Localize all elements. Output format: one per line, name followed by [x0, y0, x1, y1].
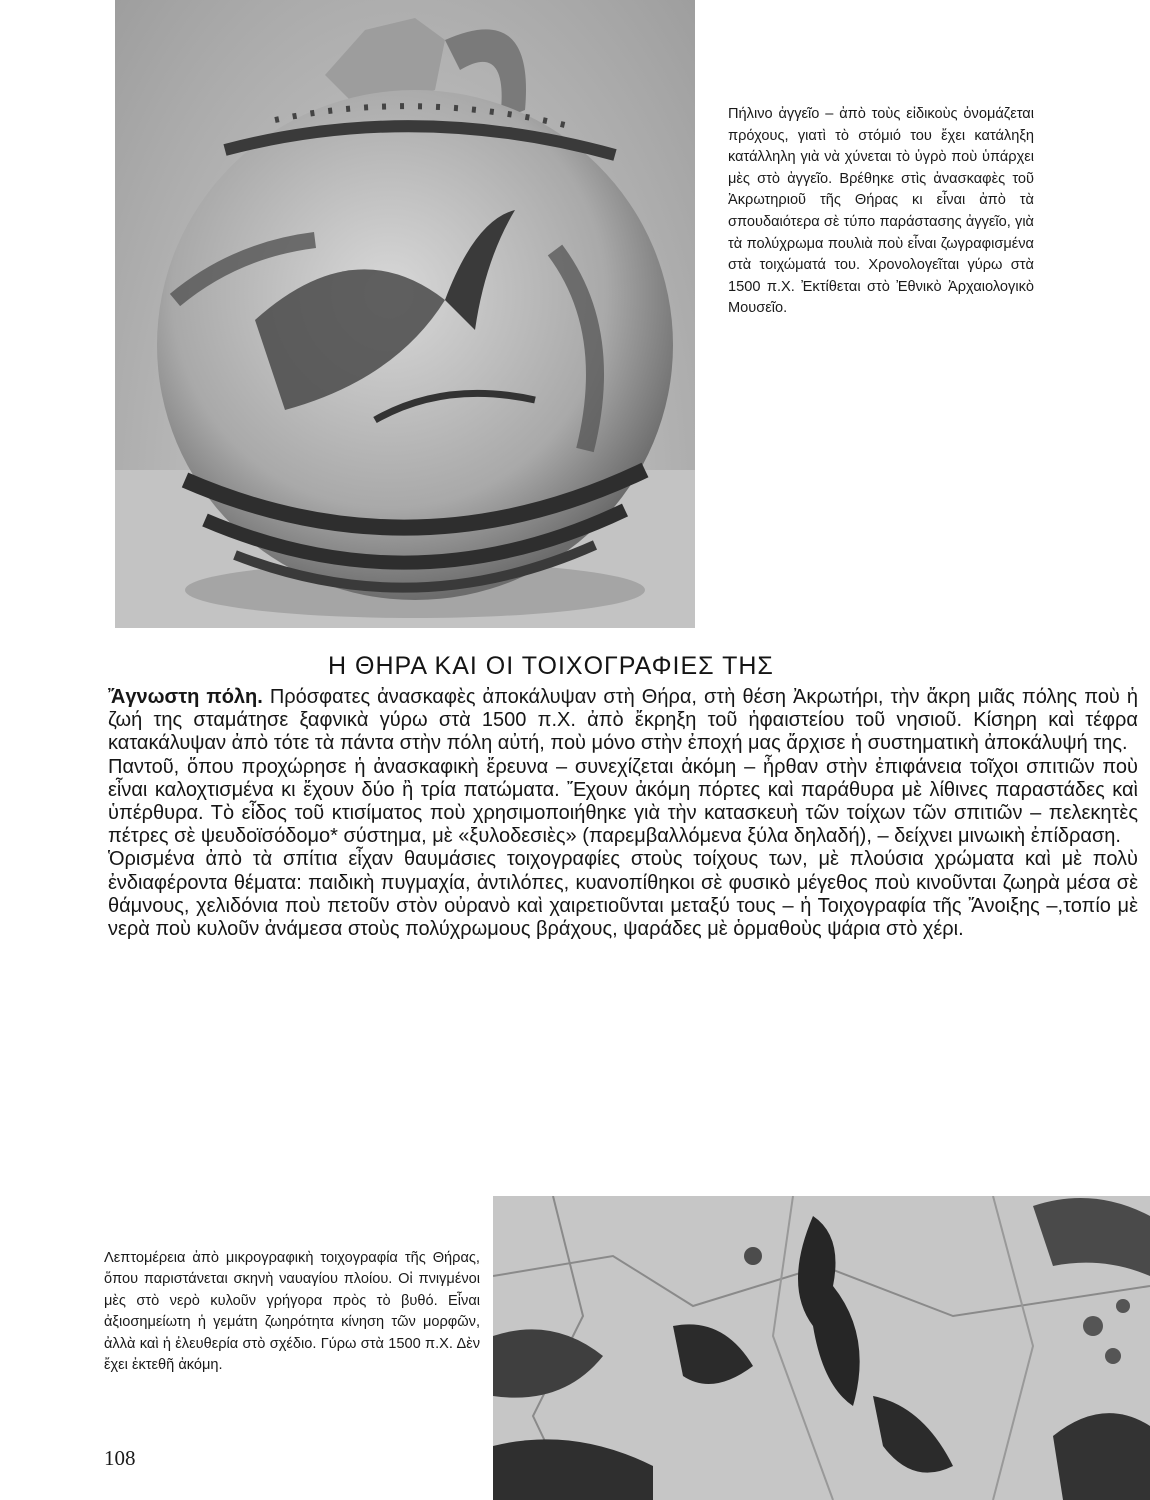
section-heading-text: Η ΘΗΡΑ ΚΑΙ ΟΙ ΤΟΙΧΟΓΡΑΦΙΕΣ ΤΗΣ — [328, 652, 774, 680]
fresco-photograph — [493, 1196, 1150, 1500]
paragraph-1-text: Πρόσφατες ἀνασκαφὲς ἀποκάλυψαν στὴ Θήρα, στὴ θέση Ἀκρωτήρι, τὴν ἄκρη μιᾶς πόλης ποὺ ἡ ζωή της σταμάτησε ξαφνικὰ γύρω στὰ 1500 π.Χ. ἀπὸ ἔκρηξη τοῦ ἡφαιστείου τοῦ νησιοῦ. Κίσηρη καὶ τέφρα κατακάλυψαν ἀπὸ τότε τὰ πάντα στὴν πόλη αὐτή, ποὺ μόνο στὴν ἐποχή μας ἄρχισε ἡ συστηματικὴ ἀποκάλυψή της. — [108, 686, 1138, 755]
jug-photograph — [115, 0, 695, 628]
paragraph-3: Ὁρισμένα ἀπὸ τὰ σπίτια εἶχαν θαυμάσιες τοιχογραφίες στοὺς τοίχους των, μὲ πλούσια χρώματα καὶ μὲ πολὺ ἐνδιαφέροντα θέματα: παιδικὴ πυγμαχία, ἀντιλόπες, κυανοπίθηκοι σὲ φυσικὸ μέγεθος ποὺ κινοῦνται ζωηρὰ μέσα σὲ θάμνους, χελιδόνια ποὺ πετοῦν στὸν οὐρανὸ καὶ χαιρετιοῦνται μεταξύ τους – ἡ Τοιχογραφία τῆς Ἄνοιξης –,τοπίο μὲ νερὰ ποὺ κυλοῦν ἀνάμεσα στοὺς πολύχρωμους βράχους, ψαράδες μὲ ὁρμαθοὺς ψάρια στὸ χέρι. — [108, 848, 1138, 941]
article-body — [108, 686, 1138, 941]
fresco-illustration — [493, 1196, 1150, 1500]
paragraph-2: Παντοῦ, ὅπου προχώρησε ἡ ἀνασκαφικὴ ἔρευνα – συνεχίζεται ἀκόμη – ἦρθαν στὴν ἐπιφάνεια τοῖχοι σπιτιῶν ποὺ εἶναι καλοχτισμένα κι ἔχουν δύο ἢ τρία πατώματα. Ἔχουν ἀκόμη πόρτες καὶ παράθυρα μὲ λίθινες παραστάδες καὶ ὑπέρθυρα. Τὸ εἶδος τοῦ κτισίματος ποὺ χρησιμοποιήθηκε γιὰ τὴν κατασκευὴ τῶν τοίχων τῶν σπιτιῶν – πελεκητὲς πέτρες σὲ ψευδοϊσόδομο* σύστημα, μὲ «ξυλοδεσιὲς» (παρεμβαλλόμενα ξύλα δηλαδή), – δείχνει μινωικὴ ἐπίδραση. — [108, 755, 1138, 848]
paragraph-1 — [108, 686, 1138, 756]
fresco-caption: Λεπτομέρεια ἀπὸ μικρογραφικὴ τοιχογραφία τῆς Θήρας, ὅπου παριστάνεται σκηνὴ ναυαγίου πλοίου. Οἱ πνιγμένοι μὲς στὸ νερὸ κυλοῦν γρήγορα πρὸς τὸ βυθό. Εἶναι ἀξιοσημείωτη ἡ γεμάτη ζωηρότητα κίνηση τῶν μορφῶν, ἀλλὰ καὶ ἡ ἐλευθερία στὸ σχέδιο. Γύρω στὰ 1500 π.Χ. Δὲν ἔχει ἐκτεθῆ ἀκόμη. — [104, 1250, 480, 1374]
jug-caption: Πήλινο ἀγγεῖο – ἀπὸ τοὺς εἰδικοὺς ὀνομάζεται πρόχους, γιατὶ τὸ στόμιό του ἔχει κατάληξη κατάλληλη γιὰ νὰ χύνεται τὸ ὑγρὸ ποὺ ὑπάρχει μὲς στὸ ἀγγεῖο. Βρέθηκε στὶς ἀνασκαφὲς τοῦ Ἀκρωτηριοῦ τῆς Θήρας κι εἶναι ἀπὸ τὰ σπουδαιότερα σὲ τύπο παράστασης ἀγγεῖο, γιὰ τὰ πολύχρωμα πουλιὰ ποὺ εἶναι ζωγραφισμένα στὰ τοιχώματά του. Χρονολογεῖται γύρω στὰ 1500 π.Χ. Ἐκτίθεται στὸ Ἐθνικὸ Ἀρχαιολογικὸ Μουσεῖο. — [728, 106, 1034, 317]
lead-phrase: Ἄγνωστη πόλη. — [108, 686, 263, 708]
page-number: 108 — [104, 1446, 136, 1470]
jug-illustration — [115, 0, 695, 628]
